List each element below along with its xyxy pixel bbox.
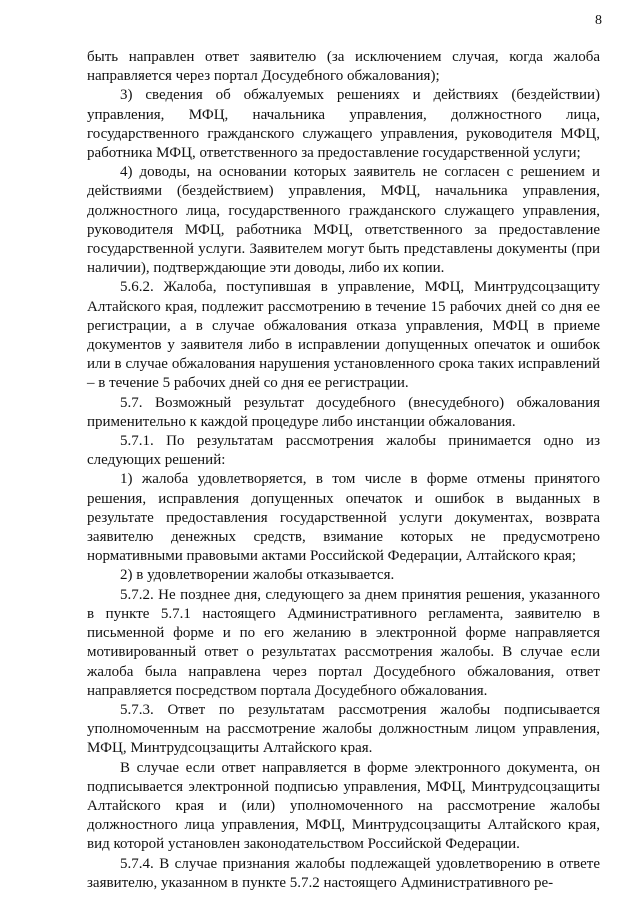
paragraph-5-7-4: 5.7.4. В случае признания жалобы подлежащей удовлетворению в ответе заявителю, указанном в пункте 5.7.2 настоящего Административного ре- [87, 855, 600, 891]
paragraph-electronic-signature: В случае если ответ направляется в форме электронного документа, он подписывается электронной подписью управления, МФЦ, Минтрудсоцзащиты Алтайского края и (или) уполномоченного на рассмотрение жалобы должностного лица управления, МФЦ, Минтрудсоцзащиты Алтайского края, вид которой установлен законодательством Российской Федерации. [87, 759, 600, 853]
document-body [87, 48, 600, 893]
paragraph-continuation: быть направлен ответ заявителю (за исключением случая, когда жалоба направляется через портал Досудебного обжалования); [87, 49, 600, 85]
paragraph-5-6-2: 5.6.2. Жалоба, поступившая в управление, МФЦ, Минтрудсоцзащиту Алтайского края, подлежит рассмотрению в течение 15 рабочих дней со дня ее регистрации, а в случае обжалования отказа управления, МФЦ в приеме документов у заявителя либо в исправлении допущенных опечаток и ошибок или в случае обжалования нарушения установленного срока таких исправлений – в течение 5 рабочих дней со дня ее регистрации. [87, 279, 600, 392]
paragraph-5-7-2: 5.7.2. Не позднее дня, следующего за днем принятия решения, указанного в пункте 5.7.1 настоящего Административного регламента, заявителю в письменной форме и по его желанию в электронной форме направляется мотивированный ответ о результатах рассмотрения жалобы. В случае если жалоба была направлена через портал Досудебного обжалования, ответ направляется посредством портала Досудебного обжалования. [87, 586, 600, 699]
paragraph-decision-2: 2) в удовлетворении жалобы отказывается. [120, 567, 395, 584]
page-number: 8 [595, 13, 602, 28]
paragraph-5-7-3: 5.7.3. Ответ по результатам рассмотрения жалобы подписывается уполномоченным на рассмотрение жалобы должностным лицом управления, МФЦ, Минтрудсоцзащиты Алтайского края. [87, 701, 600, 757]
paragraph-5-7: 5.7. Возможный результат досудебного (внесудебного) обжалования применительно к каждой процедуре либо инстанции обжалования. [87, 394, 600, 430]
paragraph-item-4: 4) доводы, на основании которых заявитель не согласен с решением и действиями (бездействием) управления, МФЦ, начальника управления, должностного лица, государственного гражданского служащего управления, руководителя МФЦ, работника МФЦ, ответственного за предоставление государственной услуги. Заявителем могут быть представлены документы (при наличии), подтверждающие эти доводы, либо их копии. [87, 164, 600, 277]
paragraph-item-3: 3) сведения об обжалуемых решениях и действиях (бездействии) управления, МФЦ, начальника управления, должностного лица, государственного гражданского служащего управления, руководителя МФЦ, работника МФЦ, ответственного за предоставление государственной услуги; [87, 87, 600, 162]
paragraph-decision-1: 1) жалоба удовлетворяется, в том числе в форме отмены принятого решения, исправления допущенных опечаток и ошибок в выданных в результате предоставления государственной услуги документах, возврата заявителю денежных средств, взимание которых не предусмотрено нормативными правовыми актами Российской Федерации, Алтайского края; [87, 471, 600, 565]
paragraph-5-7-1: 5.7.1. По результатам рассмотрения жалобы принимается одно из следующих решений: [87, 433, 600, 469]
